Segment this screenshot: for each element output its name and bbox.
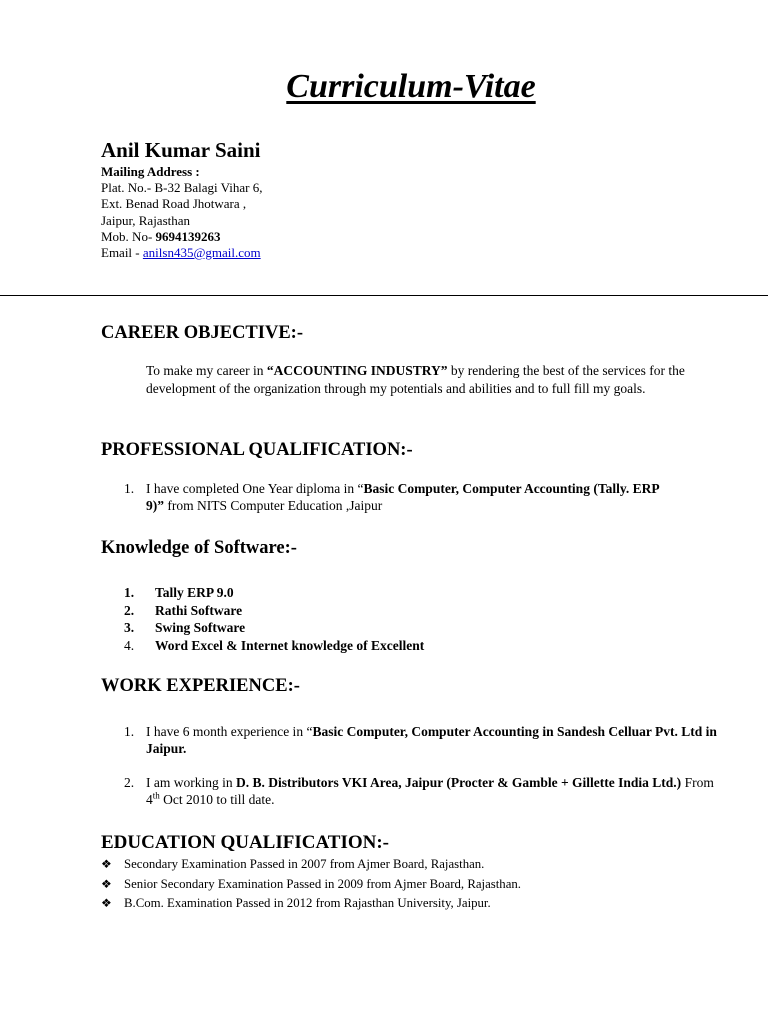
software-heading: Knowledge of Software:- [101, 538, 297, 558]
professional-qualification-heading: PROFESSIONAL QUALIFICATION:- [101, 440, 413, 460]
list-item: ❖ Secondary Examination Passed in 2007 from Ajmer Board, Rajasthan. [101, 855, 521, 875]
list-item: 1. I have 6 month experience in “Basic Computer, Computer Accounting in Sandesh Celluar Pvt. Ltd in Jaipur. [124, 724, 717, 757]
list-item: 2. Rathi Software [124, 602, 243, 618]
list-item: 2. I am working in D. B. Distributors VKI Area, Jaipur (Procter & Gamble + Gillette India Ltd.) From 4th Oct 2010 to till date. [124, 774, 714, 807]
divider [0, 295, 768, 296]
education-list [101, 855, 521, 914]
education-heading: EDUCATION QUALIFICATION:- [101, 832, 390, 853]
diamond-bullet-icon: ❖ [101, 876, 112, 891]
list-item: 1. Tally ERP 9.0 [124, 585, 234, 600]
diamond-bullet-icon: ❖ [101, 896, 112, 910]
work-experience-list [124, 723, 726, 808]
professional-qualification-list [124, 480, 666, 515]
software-list [124, 584, 424, 654]
mobile-line: Mob. No- 9694139263 [101, 228, 221, 244]
list-item: 1. I have completed One Year diploma in “Basic Computer, Computer Accounting (Tally. ERP 9)” from NITS Computer Education ,Jaipur [124, 481, 659, 514]
address-line-1: Plat. No.- B-32 Balagi Vihar 6, [101, 180, 263, 196]
contact-block [101, 164, 262, 261]
address-line-3: Jaipur, Rajasthan [101, 212, 191, 228]
address-line-2: Ext. Benad Road Jhotwara , [101, 196, 247, 212]
diamond-bullet-icon: ❖ [101, 857, 112, 871]
email-link[interactable]: anilsn435@gmail.com [142, 245, 261, 261]
email-line: Email - anilsn435@gmail.com [101, 245, 261, 261]
career-objective-text: To make my career in “ACCOUNTING INDUSTRY” by rendering the best of the services for the development of the organization through my potentials and abilities and to full fill my goals. [146, 363, 685, 397]
mailing-address-label: Mailing Address : [101, 164, 200, 179]
list-item: 4. Word Excel & Internet knowledge of Excellent [124, 637, 425, 653]
list-item: ❖ B.Com. Examination Passed in 2012 from Rajasthan University, Jaipur. [101, 894, 521, 914]
applicant-name: Anil Kumar Saini [101, 138, 261, 162]
list-item: 3. Swing Software [124, 620, 246, 635]
career-objective-heading: CAREER OBJECTIVE:- [101, 323, 303, 343]
mobile-number: 9694139263 [155, 228, 221, 244]
work-experience-heading: WORK EXPERIENCE:- [101, 676, 300, 696]
list-item: ❖ Senior Secondary Examination Passed in 2009 from Ajmer Board, Rajasthan. [101, 875, 521, 895]
document-title: Curriculum-Vitae [286, 68, 536, 105]
